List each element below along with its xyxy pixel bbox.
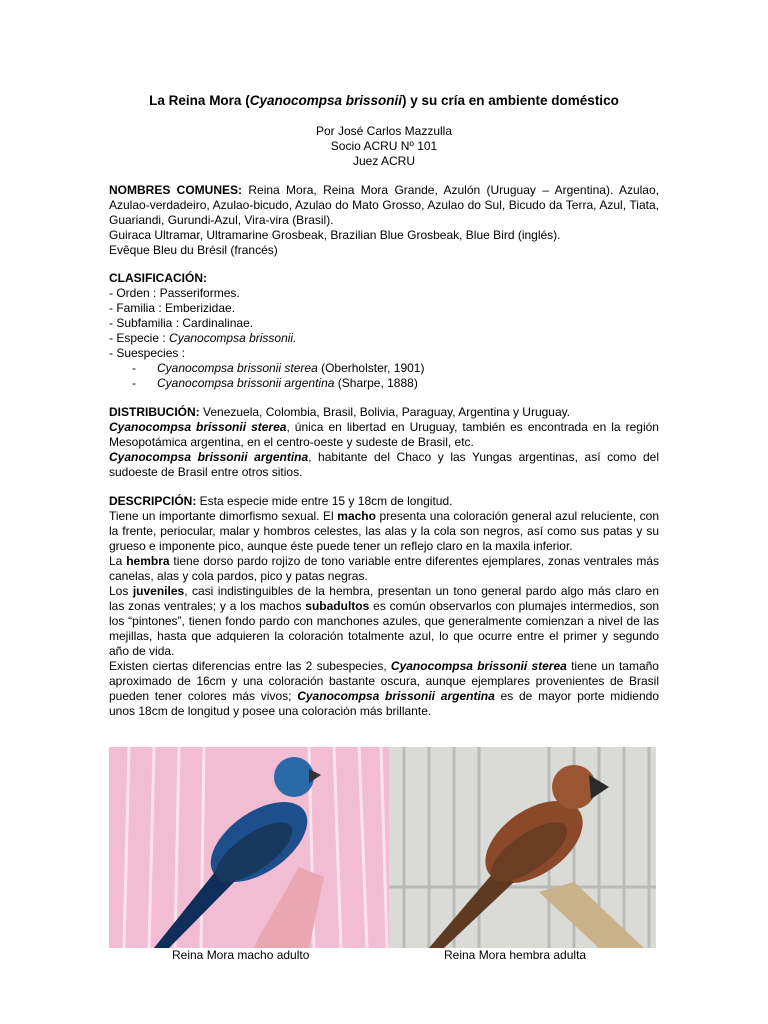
paragraph-text: tiene dorso pardo rojizo de tono variable entre diferentes ejemplares, zonas ventrales más canelas, alas y cola pardos, pico y patas negras.: [109, 554, 659, 583]
subspecies-item: [109, 376, 659, 391]
list-dash: -: [132, 361, 136, 375]
document-title: [109, 93, 659, 108]
paragraph-text: Evêque Bleu du Brésil (francés): [109, 243, 278, 257]
subspecies-name: Cyanocompsa brissonii sterea: [157, 361, 318, 375]
paragraph-text: , habitante del Chaco y las Yungas argentinas, así como del sudoeste de Brasil entre otros sitios.: [109, 450, 659, 479]
keyword-hembra: hembra: [126, 554, 170, 568]
list-item-label: - Especie :: [109, 331, 170, 345]
subspecies-author: (Oberholster, 1901): [317, 361, 425, 375]
list-item: - Familia : Emberizidae.: [109, 301, 236, 315]
paragraph-text: es común observarlos con plumajes intermedios, son los “pintones”, tienen fondo pardo con manchones azules, que generalmente comienzan a nivel de las mejillas, hasta que adquieren la coloración totalmente azul, lo que ocurre entre el primer y segundo año de vida.: [109, 599, 659, 658]
list-item: - Orden : Passeriformes.: [109, 286, 240, 300]
subspecies-item: [109, 361, 659, 376]
author-line: Por José Carlos Mazzulla: [315, 124, 453, 138]
byline: [109, 124, 659, 169]
section-clasificacion: [109, 271, 659, 391]
subspecies-name: Cyanocompsa brissonii argentina: [157, 376, 335, 390]
caption-female: Reina Mora hembra adulta: [444, 948, 587, 962]
keyword-juveniles: juveniles: [132, 584, 185, 598]
species-name: Cyanocompsa brissonii.: [169, 331, 297, 345]
paragraph-text: , única en libertad en Uruguay, también es encontrada en la región Mesopotámica argentina, en el centro-oeste y sudeste de Brasil, etc.: [109, 420, 659, 449]
paragraph-text: tiene un tamaño aproximado de 16cm y una coloración bastante oscura, aunque ejemplares provenientes de Brasil pueden tener colores más vivos;: [109, 659, 659, 703]
paragraph-text: , casi indistinguibles de la hembra, presentan un tono general pardo algo más claro en las zonas ventrales; y a los machos: [109, 584, 660, 613]
section-heading: DISTRIBUCIÓN:: [109, 405, 200, 419]
judge-line: Juez ACRU: [352, 154, 416, 168]
paragraph-text: es de mayor porte midiendo unos 18cm de longitud y posee una coloración más brillante.: [109, 689, 659, 718]
photo-male: [109, 747, 389, 948]
subspecies-name: Cyanocompsa brissonii argentina: [109, 450, 309, 464]
member-line: Socio ACRU Nº 101: [330, 139, 438, 153]
subspecies-name: Cyanocompsa brissonii sterea: [390, 659, 567, 673]
list-item: - Suespecies :: [109, 346, 186, 360]
paragraph-text: Tiene un importante dimorfismo sexual. El: [109, 509, 338, 523]
keyword-subadultos: subadultos: [305, 599, 370, 613]
paragraph-text: Los: [109, 584, 133, 598]
photo-row: [109, 747, 656, 948]
section-heading: CLASIFICACIÓN:: [109, 271, 207, 285]
caption-male: Reina Mora macho adulto: [172, 948, 310, 962]
section-descripcion: [109, 494, 659, 719]
female-bird-image: [389, 747, 656, 948]
subspecies-name: Cyanocompsa brissonii argentina: [297, 689, 495, 703]
photo-female: [389, 747, 656, 948]
section-heading: NOMBRES COMUNES:: [109, 183, 243, 197]
list-item: - Subfamilia : Cardinalinae.: [109, 316, 254, 330]
paragraph-text: Existen ciertas diferencias entre las 2 subespecies,: [109, 659, 391, 673]
paragraph-text: La: [109, 554, 127, 568]
title-scientific-name: Cyanocompsa brissonii: [249, 93, 402, 108]
section-distribucion: [109, 405, 659, 480]
paragraph-text: presenta una coloración general azul reluciente, con la frente, periocular, malar y hombros celestes, las alas y la cola son negros, así como sus patas y su grueso e imponente pico, aunque éste puede tener un reflejo claro en la maxila inferior.: [109, 509, 659, 553]
title-text-end: ) y su cría en ambiente doméstico: [402, 93, 619, 108]
keyword-macho: macho: [337, 509, 376, 523]
subspecies-author: (Sharpe, 1888): [334, 376, 418, 390]
title-text: La Reina Mora (: [149, 93, 250, 108]
male-bird-image: [109, 747, 389, 948]
section-heading: DESCRIPCIÓN:: [109, 494, 197, 508]
subspecies-name: Cyanocompsa brissonii sterea: [109, 420, 287, 434]
paragraph-text: Guiraca Ultramar, Ultramarine Grosbeak, Brazilian Blue Grosbeak, Blue Bird (inglés).: [109, 228, 561, 242]
list-dash: -: [132, 376, 136, 390]
paragraph-text: Reina Mora, Reina Mora Grande, Azulón (Uruguay – Argentina). Azulao, Azulao-verdadeiro, Azulao-bicudo, Azulao do Mato Grosso, Azulao do Sul, Bicudo da Terra, Azul, Tiata, Guariandi, Gurundi-Azul, Vira-vira (Brasil).: [109, 183, 659, 227]
paragraph-text: Venezuela, Colombia, Brasil, Bolivia, Paraguay, Argentina y Uruguay.: [199, 405, 571, 419]
paragraph-text: Esta especie mide entre 15 y 18cm de longitud.: [196, 494, 453, 508]
list-item: [109, 331, 659, 346]
section-nombres-comunes: [109, 183, 659, 258]
